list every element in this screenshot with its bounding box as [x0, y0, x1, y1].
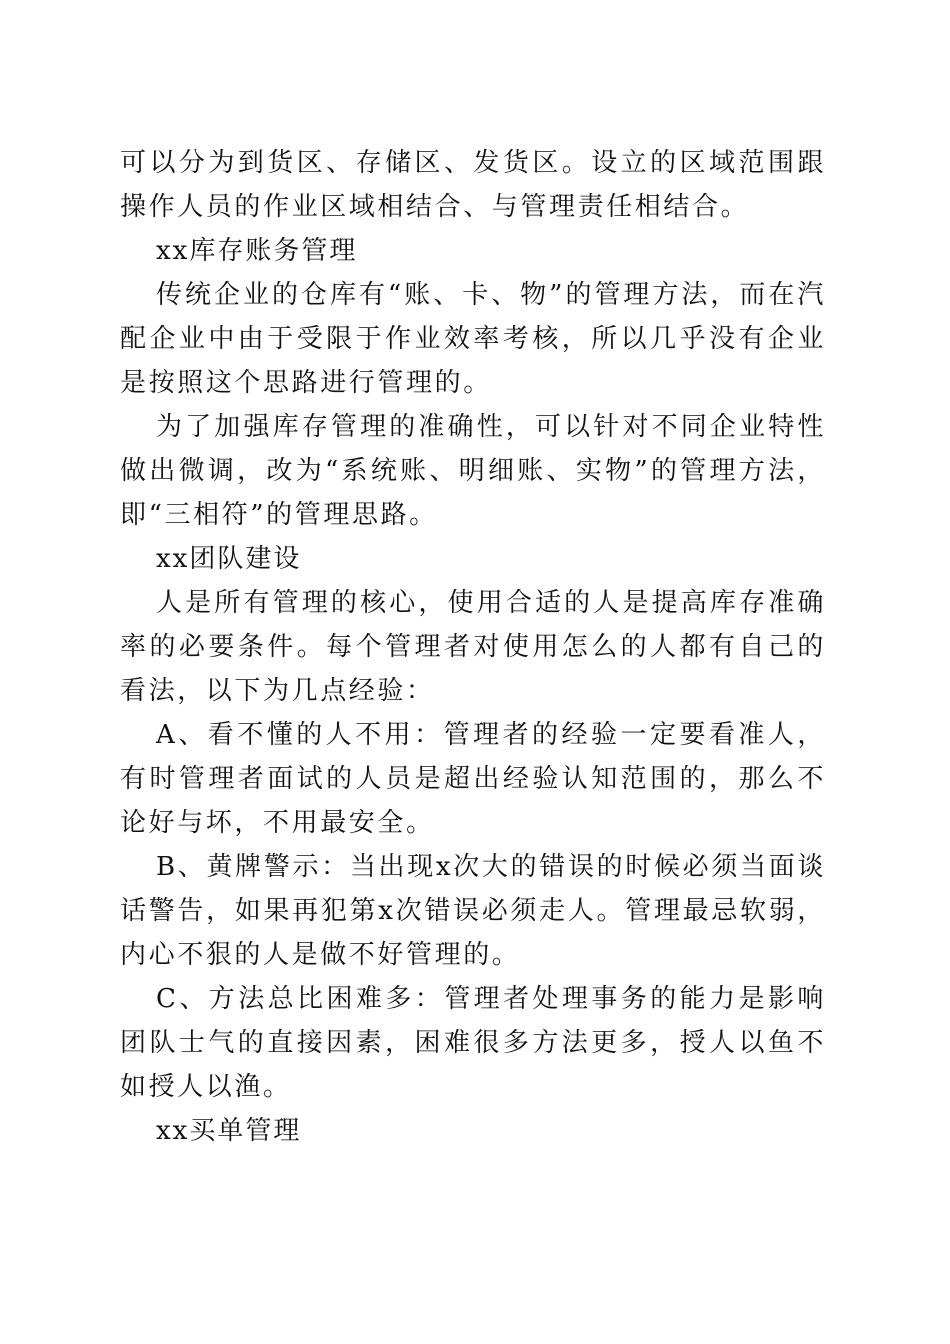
- heading-inventory-accounting: xx库存账务管理: [156, 236, 358, 266]
- document-body: [120, 141, 826, 1153]
- paragraph-traditional-method: 传统企业的仓库有“账、卡、物”的管理方法，而在汽配企业中由于受限于作业效率考核，所以几乎没有企业是按照这个思路进行管理的。: [120, 280, 826, 398]
- paragraph-three-match: 为了加强库存管理的准确性，可以针对不同企业特性做出微调，改为“系统账、明细账、实物”的管理方法，即“三相符”的管理思路。: [120, 412, 826, 530]
- paragraph-people-core: 人是所有管理的核心，使用合适的人是提高库存准确率的必要条件。每个管理者对使用怎么的人都有自己的看法，以下为几点经验：: [120, 588, 826, 706]
- paragraph-zoning: 可以分为到货区、存储区、发货区。设立的区域范围跟操作人员的作业区域相结合、与管理责任相结合。: [120, 148, 826, 222]
- paragraph-item-b: B、黄牌警示：当出现x次大的错误的时候必须当面谈话警告，如果再犯第x次错误必须走人。管理最忌软弱，内心不狠的人是做不好管理的。: [120, 852, 826, 970]
- paragraph-item-a: A、看不懂的人不用：管理者的经验一定要看准人，有时管理者面试的人员是超出经验认知范围的，那么不论好与坏，不用最安全。: [120, 720, 826, 838]
- paragraph-item-c: C、方法总比困难多：管理者处理事务的能力是影响团队士气的直接因素，困难很多方法更多，授人以鱼不如授人以渔。: [120, 984, 826, 1102]
- heading-team-building: xx团队建设: [156, 544, 302, 574]
- heading-billing-management: xx买单管理: [156, 1116, 302, 1146]
